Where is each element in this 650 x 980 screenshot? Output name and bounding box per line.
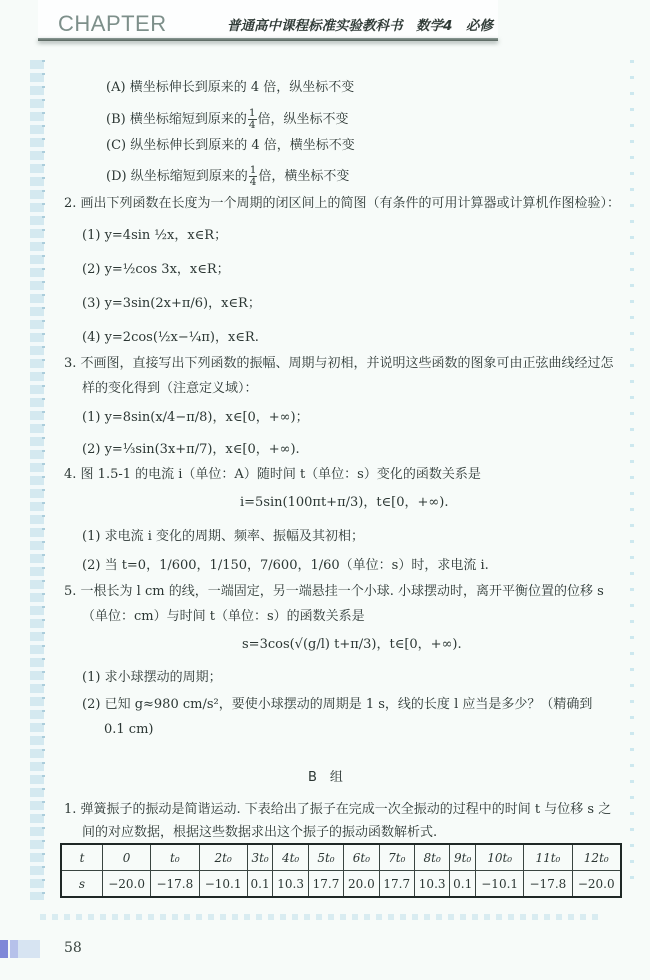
table-cell: 5t₀ — [308, 844, 343, 871]
table-cell: 10t₀ — [476, 844, 524, 871]
question-2-stem: 2. 画出下列函数在长度为一个周期的闭区间上的简图（有条件的可用计算器或计算机作图检验）： — [64, 196, 621, 211]
question-2-item-4 — [82, 330, 259, 346]
question-5-item-1 — [82, 670, 222, 686]
question-3-stem-line-1: 3. 不画图，直接写出下列函数的振幅、周期与初相，并说明这些函数的图象可由正弦曲线经过怎 — [64, 356, 614, 371]
item-formula: y=4sin ½x，x∈R； — [104, 228, 228, 243]
fraction-numerator: 1 — [248, 107, 256, 119]
table-cell: −20.0 — [103, 871, 151, 898]
item-text: 当 t=0，1/600，1/150，7/600，1/60（单位：s）时，求电流 i. — [104, 558, 489, 573]
item-formula: y=2cos(½x−¼π)，x∈R. — [104, 330, 259, 345]
item-text: 求小球摆动的周期； — [104, 670, 222, 685]
item-label: (1) — [82, 228, 101, 243]
section-b-title: B 组 — [308, 770, 343, 785]
table-cell: 20.0 — [344, 871, 379, 898]
table-cell: 8t₀ — [414, 844, 449, 871]
item-formula: y=3sin(2x+π/6)，x∈R； — [104, 296, 261, 311]
table-cell: −10.1 — [476, 871, 524, 898]
question-2-item-3 — [82, 296, 261, 312]
item-label: (1) — [82, 670, 101, 685]
item-formula: y=½cos 3x，x∈R； — [104, 262, 230, 277]
table-cell: 3t₀ — [247, 844, 273, 871]
option-label: (A) — [106, 80, 126, 95]
option-label: (D) — [106, 169, 127, 184]
item-label: (2) — [82, 442, 101, 457]
chapter-label: CHAPTER — [58, 11, 167, 36]
option-a — [106, 80, 354, 96]
question-5-stem-line-2: （单位：cm）与时间 t（单位：s）的函数关系是 — [82, 609, 365, 624]
option-text: 纵坐标伸长到原来的 4 倍，横坐标不变 — [130, 138, 355, 153]
page-number: 58 — [64, 940, 82, 956]
option-text: 倍，纵坐标不变 — [257, 112, 349, 127]
question-2-item-2 — [82, 262, 230, 278]
table-cell: 4t₀ — [273, 844, 308, 871]
book-title: 普通高中课程标准实验教科书 数学4 必修 — [227, 18, 493, 34]
table-cell: −20.0 — [572, 871, 621, 898]
table-cell: −10.1 — [199, 871, 247, 898]
option-d — [106, 165, 349, 188]
table-cell: 10.3 — [273, 871, 308, 898]
binding-decoration-right — [630, 60, 634, 880]
question-5-stem-line-1: 5. 一根长为 l cm 的线，一端固定，另一端悬挂一个小球. 小球摆动时，离开平衡位置的位移 s — [64, 584, 604, 599]
header-rule — [38, 38, 498, 41]
oscillation-data-table — [60, 843, 622, 898]
fraction-denominator: 4 — [249, 176, 257, 188]
table-cell: 0 — [103, 844, 151, 871]
table-cell: −17.8 — [151, 871, 199, 898]
question-4-item-1 — [82, 529, 364, 545]
option-c — [106, 138, 355, 154]
table-cell: 0.1 — [450, 871, 476, 898]
section-b-question-1-line-2: 间的对应数据，根据这些数据求出这个振子的振动函数解析式. — [82, 825, 438, 840]
table-cell: 6t₀ — [344, 844, 379, 871]
item-formula: y=⅓sin(3x+π/7)，x∈[0，+∞). — [104, 442, 300, 457]
table-cell: 11t₀ — [524, 844, 572, 871]
item-text: 已知 g≈980 cm/s²，要使小球摆动的周期是 1 s，线的长度 l 应当是多少？（精确到 — [104, 697, 593, 712]
item-text: 求电流 i 变化的周期、频率、振幅及其初相； — [104, 529, 364, 544]
item-label: (2) — [82, 697, 101, 712]
option-text: 横坐标缩短到原来的 — [129, 112, 247, 127]
table-cell: 10.3 — [414, 871, 449, 898]
item-label: (2) — [82, 558, 101, 573]
option-text: 纵坐标缩短到原来的 — [130, 169, 248, 184]
fraction-denominator: 4 — [248, 119, 256, 131]
fraction — [249, 165, 258, 188]
question-4-item-2 — [82, 558, 489, 574]
question-4-stem: 4. 图 1.5-1 的电流 i（单位：A）随时间 t（单位：s）变化的函数关系是 — [64, 467, 481, 482]
table-cell: 2t₀ — [199, 844, 247, 871]
item-label: (1) — [82, 529, 101, 544]
table-cell: 17.7 — [379, 871, 414, 898]
fraction — [248, 108, 257, 131]
table-row-t — [61, 844, 621, 871]
section-b-question-1-line-1: 1. 弹簧振子的振动是简谐运动. 下表给出了振子在完成一次全振动的过程中的时间 t 与位移 s 之 — [64, 802, 612, 817]
binding-decoration-left — [30, 60, 44, 900]
table-row-s — [61, 871, 621, 898]
table-cell: −17.8 — [524, 871, 572, 898]
item-label: (4) — [82, 330, 101, 345]
item-formula: y=8sin(x/4−π/8)，x∈[0，+∞)； — [104, 410, 309, 425]
table-cell: 7t₀ — [379, 844, 414, 871]
table-cell: 0.1 — [247, 871, 273, 898]
table-cell: t₀ — [151, 844, 199, 871]
option-label: (C) — [106, 138, 127, 153]
table-header-s: s — [61, 871, 103, 898]
table-cell: 17.7 — [308, 871, 343, 898]
question-2-item-1 — [82, 228, 227, 244]
question-3-stem-line-2: 样的变化得到（注意定义域）： — [82, 381, 258, 396]
question-5-item-2 — [82, 697, 592, 713]
bottom-decoration — [40, 914, 600, 920]
page-tab-marker — [0, 940, 40, 958]
question-3-item-2 — [82, 442, 300, 458]
table-cell: 12t₀ — [572, 844, 621, 871]
item-label: (2) — [82, 262, 101, 277]
table-header-t: t — [61, 844, 103, 871]
option-text: 倍，横坐标不变 — [258, 169, 350, 184]
option-text: 横坐标伸长到原来的 4 倍，纵坐标不变 — [129, 80, 355, 95]
item-label: (1) — [82, 410, 101, 425]
table-cell: 9t₀ — [450, 844, 476, 871]
fraction-numerator: 1 — [249, 164, 257, 176]
option-label: (B) — [106, 112, 126, 127]
question-3-item-1 — [82, 410, 309, 426]
question-5-formula: s=3cos(√(g/l) t+π/3)，t∈[0，+∞). — [242, 637, 462, 652]
question-4-formula: i=5sin(100πt+π/3)，t∈[0，+∞). — [240, 495, 449, 510]
option-b — [106, 108, 349, 131]
question-5-item-2-continued: 0.1 cm) — [104, 722, 154, 737]
item-label: (3) — [82, 296, 101, 311]
